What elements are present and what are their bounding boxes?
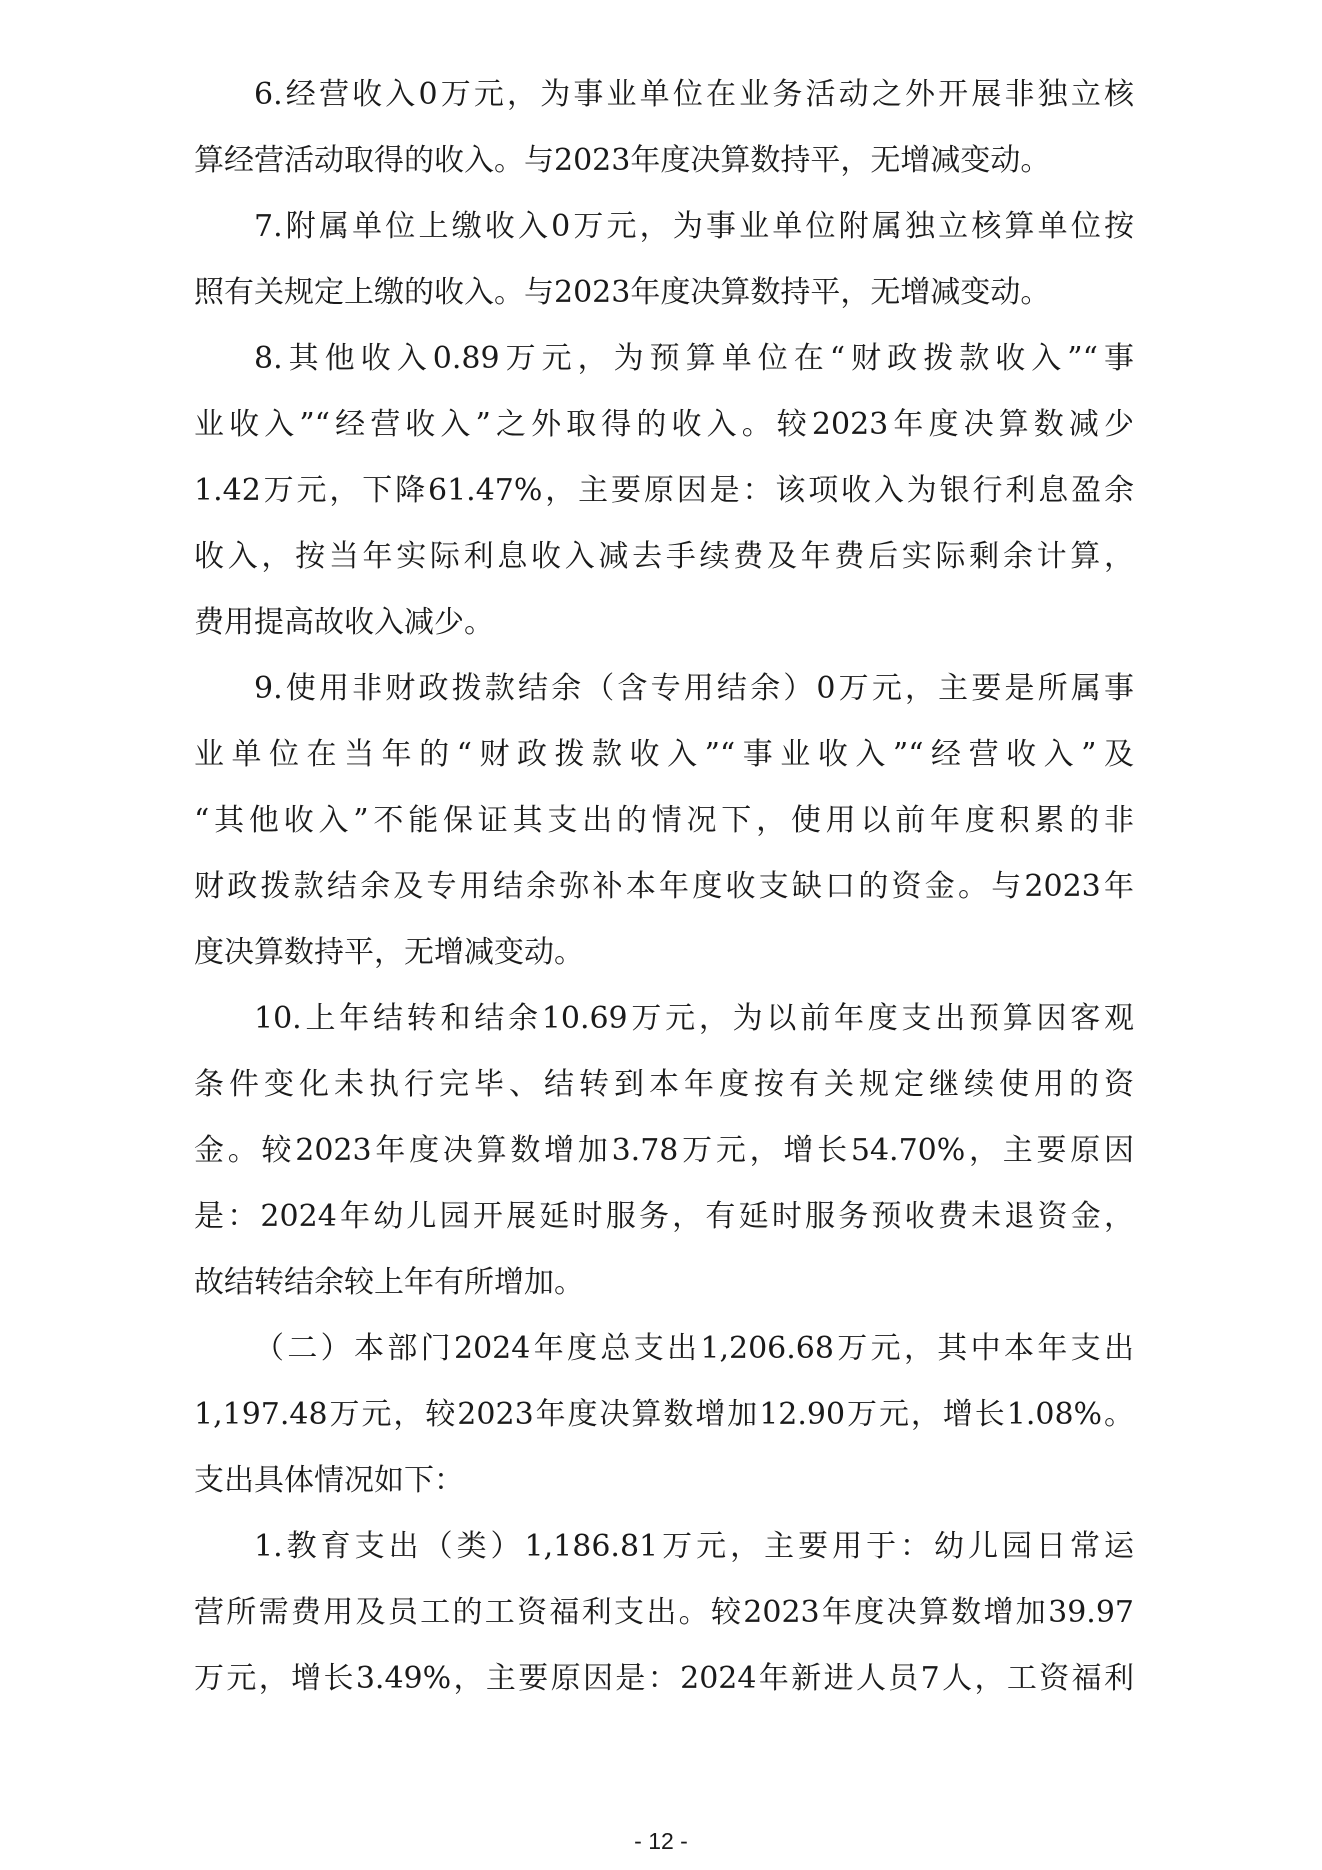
- paragraph-9-line-3: “其他收入”不能保证其支出的情况下，使用以前年度积累的非: [194, 803, 1134, 838]
- paragraph-6-line-1: 6.经营收入0万元，为事业单位在业务活动之外开展非独立核: [254, 77, 1134, 112]
- paragraph-7-line-1: 7.附属单位上缴收入0万元，为事业单位附属独立核算单位按: [254, 209, 1134, 244]
- paragraph-10-line-4: 是：2024年幼儿园开展延时服务，有延时服务预收费未退资金，: [194, 1199, 1134, 1234]
- paragraph-9-line-2: 业单位在当年的“财政拨款收入”“事业收入”“经营收入”及: [194, 737, 1134, 772]
- paragraph-8-line-5: 费用提高故收入减少。: [194, 605, 494, 640]
- paragraph-10-line-1: 10.上年结转和结余10.69万元，为以前年度支出预算因客观: [254, 1001, 1134, 1036]
- page-number: - 12 -: [634, 1828, 688, 1854]
- paragraph-8-line-1: 8.其他收入0.89万元，为预算单位在“财政拨款收入”“事: [254, 341, 1134, 376]
- paragraph-7-line-2: 照有关规定上缴的收入。与2023年度决算数持平，无增减变动。: [194, 275, 1051, 310]
- paragraph-8-line-3: 1.42万元，下降61.47%，主要原因是：该项收入为银行利息盈余: [194, 473, 1134, 508]
- expense-1-line-3: 万元，增长3.49%，主要原因是：2024年新进人员7人，工资福利: [194, 1661, 1134, 1696]
- paragraph-10-line-2: 条件变化未执行完毕、结转到本年度按有关规定继续使用的资: [194, 1067, 1134, 1102]
- paragraph-8-line-4: 收入，按当年实际利息收入减去手续费及年费后实际剩余计算，: [194, 539, 1134, 574]
- paragraph-9-line-5: 度决算数持平，无增减变动。: [194, 935, 584, 970]
- paragraph-9-line-1: 9.使用非财政拨款结余（含专用结余）0万元，主要是所属事: [254, 671, 1134, 706]
- expense-1-line-1: 1.教育支出（类）1,186.81万元，主要用于：幼儿园日常运: [254, 1529, 1134, 1564]
- paragraph-6-line-2: 算经营活动取得的收入。与2023年度决算数持平，无增减变动。: [194, 143, 1051, 178]
- paragraph-8-line-2: 业收入”“经营收入”之外取得的收入。较2023年度决算数减少: [194, 407, 1134, 442]
- expense-1-line-2: 营所需费用及员工的工资福利支出。较2023年度决算数增加39.97: [194, 1595, 1134, 1630]
- paragraph-10-line-5: 故结转结余较上年有所增加。: [194, 1265, 584, 1300]
- section-2-line-1: （二）本部门2024年度总支出1,206.68万元，其中本年支出: [254, 1331, 1134, 1366]
- paragraph-9-line-4: 财政拨款结余及专用结余弥补本年度收支缺口的资金。与2023年: [194, 869, 1134, 904]
- section-2-line-2: 1,197.48万元，较2023年度决算数增加12.90万元，增长1.08%。: [194, 1397, 1134, 1432]
- section-2-line-3: 支出具体情况如下：: [194, 1463, 464, 1498]
- paragraph-10-line-3: 金。较2023年度决算数增加3.78万元，增长54.70%，主要原因: [194, 1133, 1134, 1168]
